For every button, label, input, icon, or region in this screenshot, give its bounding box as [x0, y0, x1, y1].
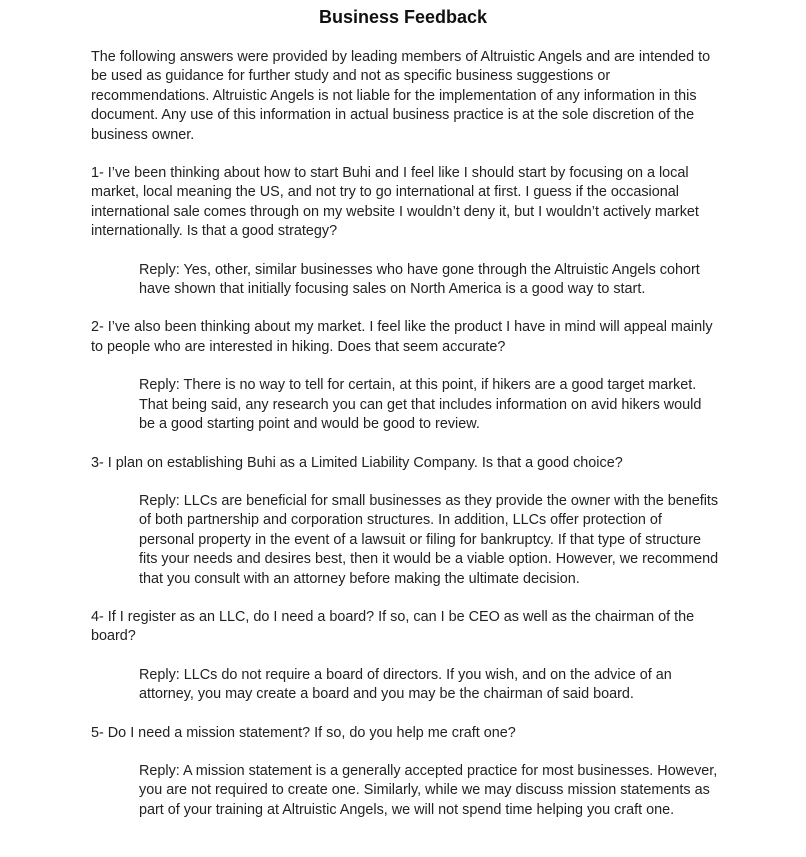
- reply-3: Reply: LLCs are beneficial for small businesses as they provide the owner with the benefits of both partnership and corporation structures. In addition, LLCs offer protection of personal property in the event of a lawsuit or filing for bankruptcy. If that type of structure fits your needs and desires best, then it would be a viable option. However, we recommend that you consult with an attorney before making the ultimate decision.: [139, 492, 719, 587]
- reply-5: Reply: A mission statement is a generally accepted practice for most businesses. However, you are not required to create one. Similarly, while we may discuss mission statements as part of your training at Altruistic Angels, we will not spend time helping you craft one.: [139, 762, 718, 818]
- question-1: 1- I’ve been thinking about how to start Buhi and I feel like I should start by focusing on a local market, local meaning the US, and not try to go international at first. I guess if the occasional international sale comes through on my website I wouldn’t deny it, but I wouldn’t actively market internationally. Is that a good strategy?: [91, 165, 699, 240]
- question-2: 2- I’ve also been thinking about my market. I feel like the product I have in mind will appeal mainly to people who are interested in hiking. Does that seem accurate?: [91, 319, 713, 355]
- intro-paragraph: The following answers were provided by leading members of Altruistic Angels and are intended to be used as guidance for further study and not as specific business suggestions or recommendations. Altruistic Angels is not liable for the implementation of any information in this document. Any use of this information in actual business practice is at the sole discretion of the business owner.: [91, 49, 711, 143]
- reply-2: Reply: There is no way to tell for certain, at this point, if hikers are a good target market. That being said, any research you can get that includes information on avid hikers would be a good starting point and would be good to review.: [139, 377, 702, 433]
- document-body: [91, 48, 723, 839]
- question-4: 4- If I register as an LLC, do I need a board? If so, can I be CEO as well as the chairman of the board?: [91, 608, 695, 645]
- reply-1: Reply: Yes, other, similar businesses who have gone through the Altruistic Angels cohort have shown that initially focusing sales on North America is a good way to start.: [139, 261, 700, 298]
- reply-4: Reply: LLCs do not require a board of directors. If you wish, and on the advice of an attorney, you may create a board and you may be the chairman of said board.: [139, 666, 672, 703]
- question-5: 5- Do I need a mission statement? If so, do you help me craft one?: [91, 724, 516, 741]
- question-3: 3- I plan on establishing Buhi as a Limited Liability Company. Is that a good choice?: [91, 454, 623, 471]
- document-title: Business Feedback: [318, 7, 488, 27]
